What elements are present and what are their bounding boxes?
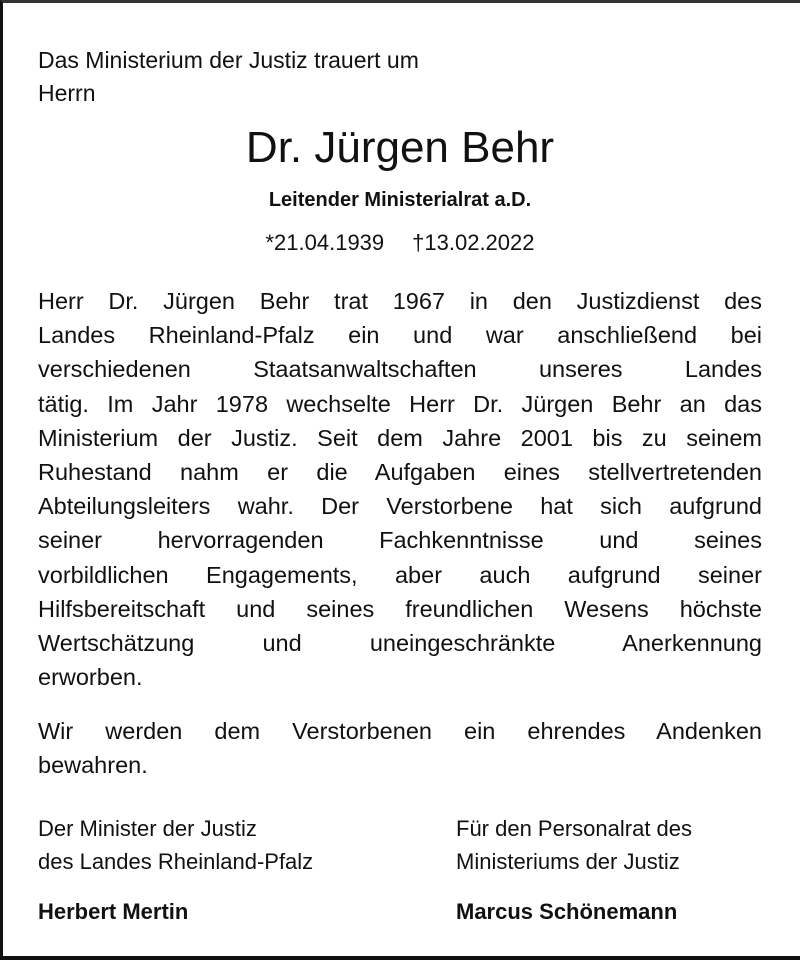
closing-paragraph <box>38 714 762 782</box>
deceased-title: Leitender Ministerialrat a.D. <box>268 189 532 211</box>
intro-line: Das Ministerium der Justiz trauert um <box>38 47 419 73</box>
signature-minister <box>38 812 313 928</box>
text-line: seiner hervorragenden Fachkenntnisse und seines <box>38 527 762 554</box>
signature-line: des Landes Rheinland-Pfalz <box>38 849 314 874</box>
text-line: tätig. Im Jahr 1978 wechselte Herr Dr. Jürgen Behr an das <box>38 390 762 417</box>
death-date: †13.02.2022 <box>412 230 535 255</box>
text-line: Herr Dr. Jürgen Behr trat 1967 in den Justizdienst des <box>38 288 762 314</box>
text-line: Wertschätzung und uneingeschränkte Anerkennung <box>38 630 762 657</box>
signature-staff-council <box>456 812 692 928</box>
signatory-name: Marcus Schönemann <box>456 899 678 924</box>
text-line: erworben. <box>38 664 143 691</box>
intro-line: Herrn <box>38 80 96 106</box>
text-line: Hilfsbereitschaft und seines freundlichen Wesens höchste <box>38 595 762 622</box>
signature-line: Für den Personalrat des <box>456 816 693 841</box>
text-line: Wir werden dem Verstorbenen ein ehrendes Andenken <box>38 718 762 744</box>
tribute-paragraph <box>38 284 762 694</box>
signatory-name: Herbert Mertin <box>38 899 189 924</box>
signature-line: Ministeriums der Justiz <box>456 849 680 874</box>
text-line: Abteilungsleiters wahr. Der Verstorbene hat sich aufgrund <box>38 493 762 520</box>
text-line: bewahren. <box>38 752 148 779</box>
text-line: Ministerium der Justiz. Seit dem Jahre 2001 bis zu seinem <box>38 424 762 451</box>
life-dates <box>0 228 800 258</box>
signature-line: Der Minister der Justiz <box>38 816 257 841</box>
birth-date: *21.04.1939 <box>265 230 385 255</box>
intro <box>38 44 419 110</box>
text-line: Ruhestand nahm er die Aufgaben eines stellvertretenden <box>38 459 762 486</box>
text-line: vorbildlichen Engagements, aber auch aufgrund seiner <box>38 561 762 588</box>
text-line: verschiedenen Staatsanwaltschaften unseres Landes <box>38 356 762 383</box>
text-line: Landes Rheinland-Pfalz ein und war anschließend bei <box>38 322 762 349</box>
deceased-name: Dr. Jürgen Behr <box>245 123 555 172</box>
